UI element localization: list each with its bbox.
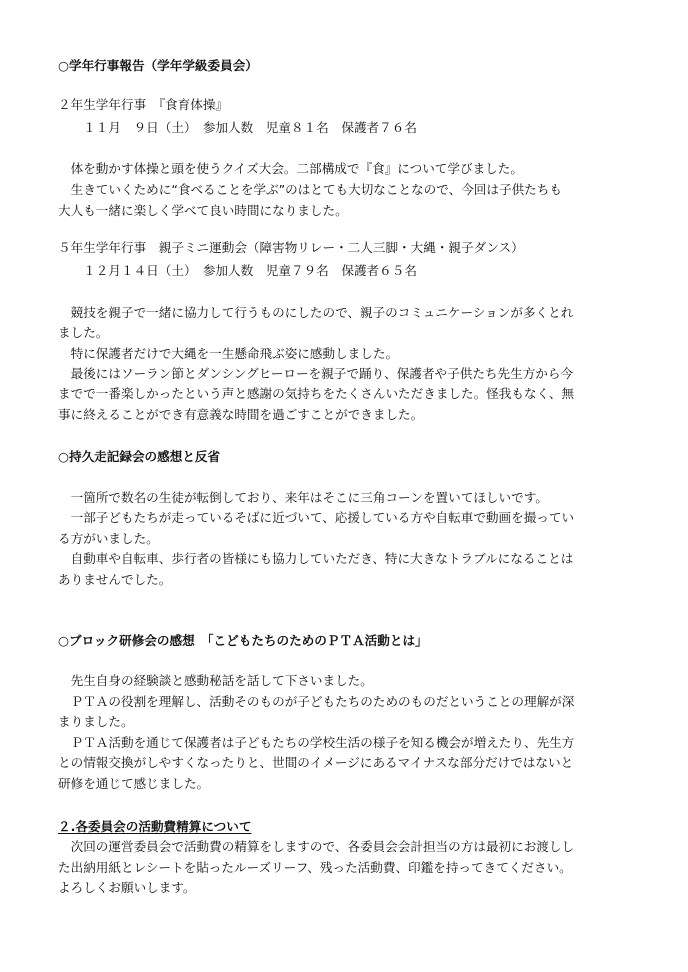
grade5-paragraph-line: 特に保護者だけで大縄を一生懸命飛ぶ姿に感動しました。 <box>58 346 399 361</box>
grade2-event-info: １１月 ９日（土） 参加人数 児童８１名 保護者７６名 <box>58 120 417 135</box>
activity-expense-heading: ２.各委員会の活動費精算について <box>58 819 252 834</box>
activity-expense-paragraph-line: 次回の運営委員会で活動費の精算をしますので、各委員会会計担当の方は最初にお渡しし <box>58 839 575 854</box>
gakunen-report-heading: ○学年行事報告（学年学級委員会） <box>58 58 258 73</box>
grade2-paragraph-line: 大人も一緒に楽しく学べて良い時間になりました。 <box>58 203 348 218</box>
grade5-paragraph-line: 競技を親子で一緒に協力して行うものにしたので、親子のコミュニケーションが多くとれ <box>58 305 574 320</box>
block-training-paragraph-line: まりました。 <box>58 714 134 729</box>
marathon-paragraph-line: ありませんでした。 <box>58 572 172 587</box>
grade5-paragraph-line: 最後にはソーラン節とダンシングヒーローを親子で踊り、保護者や子供たち先生方から今 <box>58 366 574 381</box>
grade5-paragraph-line: までで一番楽しかったという声と感謝の気持ちをたくさんいただきました。怪我もなく、無 <box>58 386 575 401</box>
grade2-paragraph-line: 生きていくために“食べることを学ぶ”のはとても大切なことなので、今回は子供たちも <box>58 182 562 197</box>
marathon-paragraph-line: 一部子どもたちが走っているそばに近づいて、応援している方や自転車で動画を撮ってい <box>58 510 575 525</box>
block-training-paragraph-line: ＰＴＡの役割を理解し、活動そのものが子どもたちのためのものだということの理解が深 <box>58 694 575 709</box>
block-training-paragraph-line: との情報交換がしやすくなったりと、世間のイメージにあるマイナスな部分だけではないと <box>58 755 574 770</box>
marathon-paragraph-line: 一箇所で数名の生徒が転倒しており、来年はそこに三角コーンを置いてほしいです。 <box>58 490 548 505</box>
activity-expense-paragraph-line: た出納用紙とレシートを貼ったルーズリーフ、残った活動費、印鑑を持ってきてください。 <box>58 860 572 875</box>
grade5-event-info: １２月１４日（土） 参加人数 児童７９名 保護者６５名 <box>58 263 417 278</box>
block-training-paragraph-line: 研修を通じて感じました。 <box>58 776 210 791</box>
grade5-paragraph-line: ました。 <box>58 325 109 340</box>
marathon-paragraph-line: 自動車や自転車、歩行者の皆様にも協力していただき、特に大きなトラブルになることは <box>58 551 574 566</box>
grade5-paragraph-line: 事に終えることができ有意義な時間を過ごすことができました。 <box>58 407 424 422</box>
marathon-paragraph-line: る方がいました。 <box>58 531 159 546</box>
activity-expense-paragraph-line: よろしくお願いします。 <box>58 880 196 895</box>
grade2-event-title: ２年生学年行事 『食育体操』 <box>58 97 229 112</box>
block-training-paragraph-line: 先生自身の経験談と感動秘話を話して下さいました。 <box>58 673 373 688</box>
block-training-paragraph-line: ＰＴＡ活動を通じて保護者は子どもたちの学校生活の様子を知る機会が増えたり、先生方 <box>58 735 575 750</box>
grade2-paragraph-line: 体を動かす体操と頭を使うクイズ大会。二部構成で『食』について学びました。 <box>58 161 523 176</box>
marathon-heading: ○持久走記録会の感想と反省 <box>58 449 221 464</box>
block-training-heading: ○ブロック研修会の感想 「こどもたちのためのＰＴＡ活動とは」 <box>58 633 428 648</box>
grade5-event-title: ５年生学年行事 親子ミニ運動会（障害物リレー・二人三脚・大縄・親子ダンス） <box>58 240 524 255</box>
